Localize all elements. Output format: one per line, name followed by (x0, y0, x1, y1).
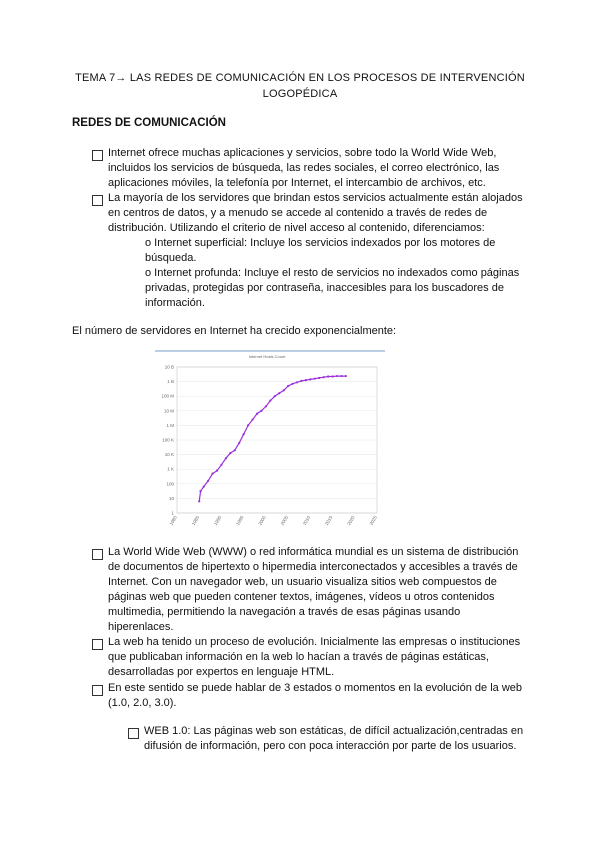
checkbox-icon (92, 685, 103, 696)
sub-item-line: o Internet superficial: Incluye los servicios indexados por los motores de (145, 237, 496, 249)
x-tick-label: 2000 (257, 515, 267, 527)
bullet-line: páginas web que pueden contener textos, imágenes, vídeos u otros contenidos (108, 591, 495, 603)
data-point (220, 464, 222, 466)
data-point (269, 399, 271, 401)
bullet-line: Internet. Con un navegador web, un usuario visualiza sitios web compuestos de (108, 576, 497, 588)
section-heading: REDES DE COMUNICACIÓN (72, 117, 226, 129)
bullet-line: La web ha tenido un proceso de evolución. Inicialmente las empresas o instituciones (108, 636, 521, 648)
data-point (234, 449, 236, 451)
data-point (283, 389, 285, 391)
data-point (229, 452, 231, 454)
data-point (300, 380, 302, 382)
data-point (314, 378, 316, 380)
bullet-line: distribución. Utilizando el criterio de nivel acceso al contenido, diferenciamos: (108, 222, 485, 234)
x-tick-label: 2025 (368, 515, 378, 527)
title-line-1: TEMA 7→ LAS REDES DE COMUNICACIÓN EN LOS PROCESOS DE INTERVENCIÓN (75, 72, 525, 84)
data-point (336, 375, 338, 377)
bullet-item (108, 545, 518, 635)
checkbox-icon (92, 150, 103, 161)
data-point (251, 418, 253, 420)
data-point (216, 470, 218, 472)
data-point (256, 413, 258, 415)
bullet-line: (1.0, 2.0, 3.0). (108, 697, 177, 709)
bullet-line: difusión de información, pero con poca interacción por parte de los usuarios. (144, 740, 517, 752)
x-tick-label: 1995 (235, 515, 245, 527)
data-point (309, 378, 311, 380)
data-point (287, 385, 289, 387)
intro-text: El número de servidores en Internet ha crecido exponencialmente: (72, 325, 397, 337)
bullet-item (108, 146, 499, 191)
sub-item-line: privadas, protegidas por contraseña, inaccesibles para los buscadores de (145, 282, 504, 294)
bullet-line: que publicaban información en la web lo hacían a través de páginas estáticas, (108, 651, 489, 663)
bullet-line: en centros de datos, y a menudo se accede al contenido a través de redes de (108, 207, 488, 219)
y-tick-label: 100 K (162, 437, 174, 443)
data-point (247, 424, 249, 426)
hosts-chart (155, 347, 385, 533)
y-tick-label: 1 B (167, 379, 174, 385)
data-point (203, 486, 205, 488)
checkbox-icon (92, 195, 103, 206)
page-title (60, 70, 540, 102)
x-tick-label: 2010 (301, 515, 312, 527)
data-point (340, 375, 342, 377)
y-tick-label: 10 B (164, 364, 174, 370)
chart-title: Internet Hosts Count (248, 354, 286, 359)
data-point (211, 472, 213, 474)
data-point (198, 500, 200, 502)
x-tick-label: 2015 (324, 515, 334, 527)
data-point (331, 375, 333, 377)
data-point (278, 392, 280, 394)
bullet-line: aplicaciones móviles, la telefonía por Internet, el intercambio de archivos, etc. (108, 177, 486, 189)
y-tick-label: 1 (171, 510, 174, 516)
checkbox-icon (92, 549, 103, 560)
data-point (274, 395, 276, 397)
bullet-line: de documentos de hipertexto o hipermedia interconectados y accesibles a través de (108, 561, 518, 573)
data-point (260, 410, 262, 412)
data-point (305, 379, 307, 381)
bullet-line: WEB 1.0: Las páginas web son estáticas, de difícil actualización,centradas en (144, 725, 524, 737)
sub-item (145, 266, 519, 311)
x-tick-label: 1985 (190, 515, 201, 527)
bullet-item (108, 681, 522, 711)
y-tick-label: 10 K (164, 452, 174, 458)
y-tick-label: 1 M (166, 422, 174, 428)
bullet-line: La mayoría de los servidores que brindan estos servicios actualmente están alojados (108, 192, 523, 204)
sub-item-line: búsqueda. (145, 252, 197, 264)
bullet-line: multimedia, permitiendo la navegación a través de esas páginas usando (108, 606, 461, 618)
data-point (207, 480, 209, 482)
y-tick-label: 100 (166, 481, 174, 487)
x-tick-label: 1990 (212, 515, 223, 527)
data-point (291, 383, 293, 385)
data-point (238, 442, 240, 444)
data-point (296, 381, 298, 383)
x-tick-label: 2005 (279, 515, 289, 527)
y-tick-label: 10 (168, 495, 174, 501)
title-line-2: LOGOPÉDICA (262, 88, 338, 100)
nested-bullet-item (144, 724, 523, 754)
sub-item (145, 236, 495, 266)
series-line (199, 376, 346, 501)
data-point (345, 375, 347, 377)
bullet-item (108, 635, 520, 680)
data-point (323, 376, 325, 378)
bullet-line: incluidos los servicios de búsqueda, las redes sociales, el correo electrónico, las (108, 162, 500, 174)
x-tick-label: 2020 (346, 515, 356, 527)
sub-item-line: o Internet profunda: Incluye el resto de servicios no indexados como páginas (145, 267, 520, 279)
data-point (243, 433, 245, 435)
bullet-line: hiperenlaces. (108, 621, 174, 633)
bullet-line: En este sentido se puede hablar de 3 estados o momentos en la evolución de la web (108, 682, 522, 694)
data-point (265, 405, 267, 407)
data-point (199, 490, 201, 492)
checkbox-icon (128, 728, 139, 739)
bullet-item (108, 191, 523, 236)
y-tick-label: 1 K (167, 466, 174, 472)
data-point (318, 377, 320, 379)
data-point (327, 375, 329, 377)
y-tick-label: 10 M (163, 408, 174, 414)
bullet-line: Internet ofrece muchas aplicaciones y servicios, sobre todo la World Wide Web, (108, 147, 497, 159)
sub-item-line: información. (145, 297, 205, 309)
bullet-line: desarrolladas por expertos en lenguaje HTML. (108, 666, 335, 678)
y-tick-label: 100 M (161, 393, 174, 399)
checkbox-icon (92, 639, 103, 650)
x-tick-label: 1980 (168, 515, 178, 527)
bullet-line: La World Wide Web (WWW) o red informática mundial es un sistema de distribución (108, 546, 519, 558)
data-point (225, 457, 227, 459)
